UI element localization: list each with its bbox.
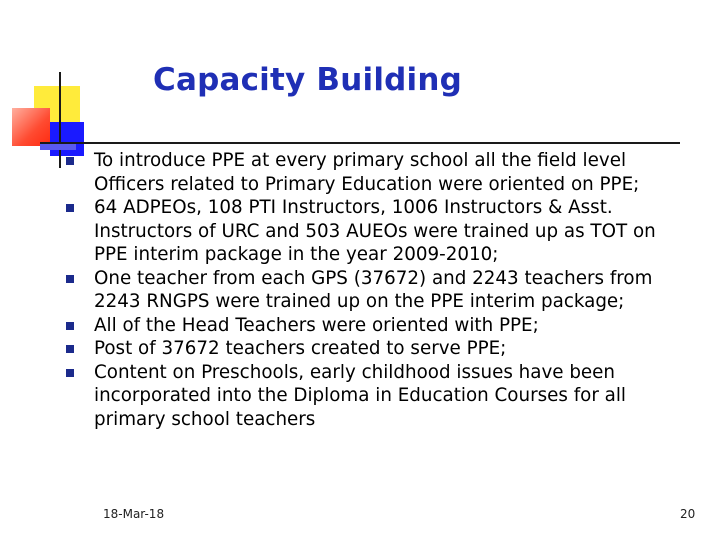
list-item <box>64 314 684 338</box>
list-item-text: All of the Head Teachers were oriented with PPE; <box>94 314 539 336</box>
list-item-text: One teacher from each GPS (37672) and 2243 teachers from 2243 RNGPS were trained up on the PPE interim package; <box>94 267 653 312</box>
list-item-text: 64 ADPEOs, 108 PTI Instructors, 1006 Instructors & Asst. Instructors of URC and 503 AUEOs were trained up as TOT on PPE interim package in the year 2009-2010; <box>94 197 656 265</box>
square-bullet-icon <box>66 345 74 353</box>
square-bullet-icon <box>66 322 74 330</box>
list-item <box>64 337 684 361</box>
title-divider-line <box>40 142 680 144</box>
list-item <box>64 149 684 196</box>
square-bullet-icon <box>66 275 74 283</box>
logo-vertical-line <box>59 72 61 168</box>
list-item <box>64 267 684 314</box>
square-bullet-icon <box>66 157 74 165</box>
list-item <box>64 196 684 267</box>
page-number: 20 <box>680 507 696 521</box>
footer-date: 18-Mar-18 <box>103 507 165 521</box>
slide-title: Capacity Building <box>153 62 463 98</box>
bullet-list <box>64 149 684 431</box>
list-item-text: Content on Preschools, early childhood issues have been incorporated into the Diploma in Education Courses for all primary school teachers <box>94 361 627 430</box>
list-item-text: Post of 37672 teachers created to serve PPE; <box>94 338 507 359</box>
list-item-text: To introduce PPE at every primary school all the field level Officers related to Primary Education were oriented on PPE; <box>94 150 640 195</box>
square-bullet-icon <box>66 369 74 377</box>
square-bullet-icon <box>66 204 74 212</box>
logo-red-square <box>12 108 50 146</box>
list-item <box>64 361 684 432</box>
